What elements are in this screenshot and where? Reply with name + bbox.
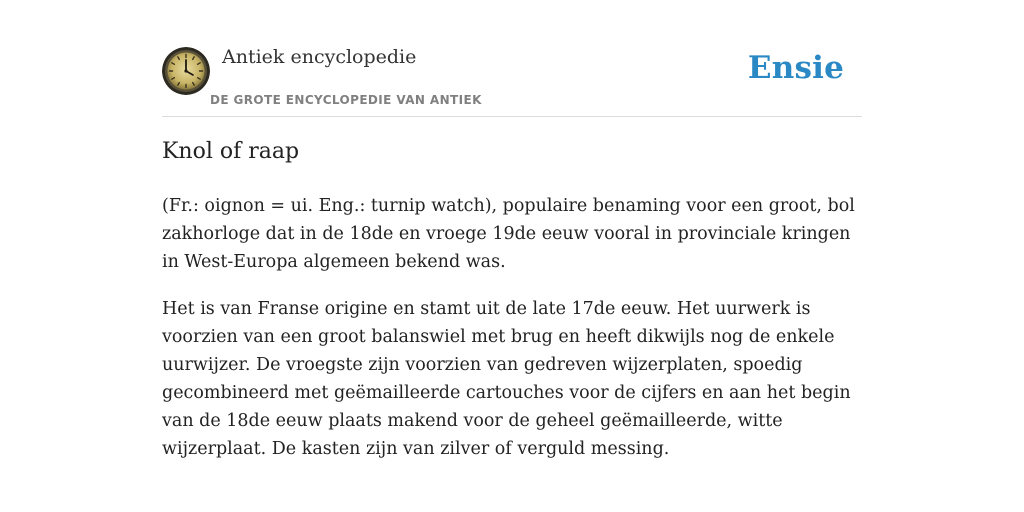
antique-clock-icon[interactable] [162,47,210,95]
site-header [162,0,862,117]
article-paragraph: Het is van Franse origine en stamt uit de late 17de eeuw. Het uurwerk is voorzien van een groot balanswiel met brug en heeft dikwijls nog de enkele uurwijzer. De vroegste zijn voorzien van gedreven wijzerplaten, spoedig gecombineerd met geëmailleerde cartouches voor de cijfers en aan het begin van de 18de eeuw plaats makend voor de geheel geëmailleerde, witte wijzerplaat. De kasten zijn van zilver of verguld messing. [162,299,851,459]
page-title: Knol of raap [162,139,300,164]
brand-logo[interactable]: Ensie [747,50,844,86]
article-paragraph: (Fr.: oignon = ui. Eng.: turnip watch), populaire benaming voor een groot, bol zakhorloge dat in de 18de en vroege 19de eeuw vooral in provinciale kringen in West-Europa algemeen bekend was. [162,196,855,272]
page-container [162,0,862,459]
site-tagline: DE GROTE ENCYCLOPEDIE VAN ANTIEK [210,93,482,107]
site-name[interactable]: Antiek encyclopedie [222,46,417,68]
